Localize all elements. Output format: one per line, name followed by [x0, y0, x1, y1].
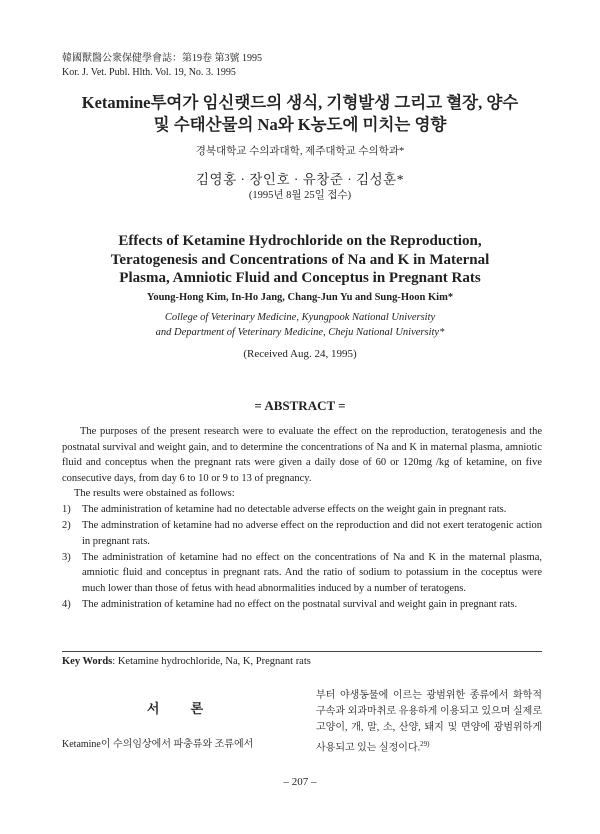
english-received-date: (Received Aug. 24, 1995): [243, 348, 357, 360]
body-column-right: [316, 688, 542, 756]
keywords-text: : Ketamine hydrochloride, Na, K, Pregnant rats: [112, 656, 311, 667]
result-number: 1): [62, 504, 71, 515]
result-text: The administration of ketamine had no effect on the concentrations of Na and K in the maternal plasma, amniotic fluid and conceptus in pregnant rats. And the ratio of sodium to potassium in the coceptus were much lower than those of fetus with head abnormalities induced by a number of teratogens.: [82, 551, 542, 594]
korean-title: [60, 92, 540, 136]
result-item: [62, 502, 542, 518]
abstract-intro: The purposes of the present research were to evaluate the effect on the reproduction, teratogenesis and the postnatal survival and weight gain, and to determine the concentrations of Na and K in maternal plasma, amniotic fluid and conceptus when the pregnant rats were given a daily dose of 60 or 120mg /kg of ketamine, on five consecutive days, from day 6 to 10 or 9 to 13 of pregnancy.: [62, 426, 542, 484]
journal-citation-korean: 韓國獸醫公衆保健學會誌：第19卷 第3號 1995: [62, 53, 262, 64]
results-list: [62, 502, 542, 613]
result-number: 3): [62, 551, 71, 563]
english-affiliation-line2: and Department of Veterinary Medicine, Cheju National University*: [155, 327, 445, 338]
korean-title-line1: Ketamine투여가 임신랫드의 생식, 기형발생 그리고 혈장, 양수: [81, 93, 519, 112]
korean-affiliation: 경북대학교 수의과대학, 제주대학교 수의학과*: [195, 146, 405, 157]
korean-title-line2: 및 수태산물의 Na와 K농도에 미치는 영향: [153, 115, 447, 134]
abstract-heading: = ABSTRACT =: [254, 398, 346, 413]
result-number: 4): [62, 598, 71, 610]
result-item: [62, 550, 542, 597]
result-item: [62, 597, 542, 613]
result-text: The administration of ketamine had no effect on the postnatal survival and weight gain in pregnant rats.: [82, 598, 518, 610]
citation-reference: 29): [420, 740, 430, 748]
english-title-line2: Teratogenesis and Concentrations of Na and K in Maternal: [110, 251, 490, 268]
english-authors: Young-Hong Kim, In-Ho Jang, Chang-Jun Yu and Sung-Hoon Kim*: [146, 292, 454, 303]
journal-citation-english: Kor. J. Vet. Publ. Hlth. Vol. 19, No. 3. 1995: [62, 67, 236, 78]
body-column-right-text: 부터 야생동물에 이르는 광범위한 종류에서 화학적 구속과 외과마취로 유용하게 이용되고 있으며 실제로 고양이, 개, 말, 소, 산양, 돼지 및 면양에 광범위하게 사용되고 있는 실정이다.: [316, 690, 542, 754]
korean-received-date: (1995년 8월 25일 접수): [248, 190, 352, 201]
body-column-left: Ketamine이 수의임상에서 파충류와 조류에서: [62, 739, 254, 750]
result-number: 2): [62, 520, 71, 531]
korean-authors: 김영홍 · 장인호 · 유창준 · 김성훈*: [196, 172, 404, 187]
english-title: [60, 232, 540, 288]
english-title-line1: Effects of Ketamine Hydrochloride on the Reproduction,: [118, 233, 482, 249]
keywords: [62, 656, 311, 667]
english-title-line3: Plasma, Amniotic Fluid and Conceptus in Pregnant Rats: [119, 270, 481, 286]
english-affiliation-line1: College of Veterinary Medicine, Kyungpook National University: [164, 312, 436, 323]
english-affiliation: [0, 310, 600, 340]
result-item: [62, 518, 542, 549]
keywords-label: Key Words: [62, 656, 113, 667]
result-text: The adminstration of ketamine had no adverse effect on the reproduction and did not exert teratogenic action in pregnant rats.: [82, 520, 542, 547]
journal-citation: [62, 52, 262, 80]
abstract-results-intro: The results were obstained as follows:: [74, 488, 235, 499]
result-text: The administration of ketamine had no detectable adverse effects on the weight gain in pregnant rats.: [82, 504, 507, 515]
page-number: – 207 –: [283, 776, 317, 788]
section-heading-introduction: 서 론: [146, 701, 218, 716]
keywords-divider: [62, 651, 542, 652]
